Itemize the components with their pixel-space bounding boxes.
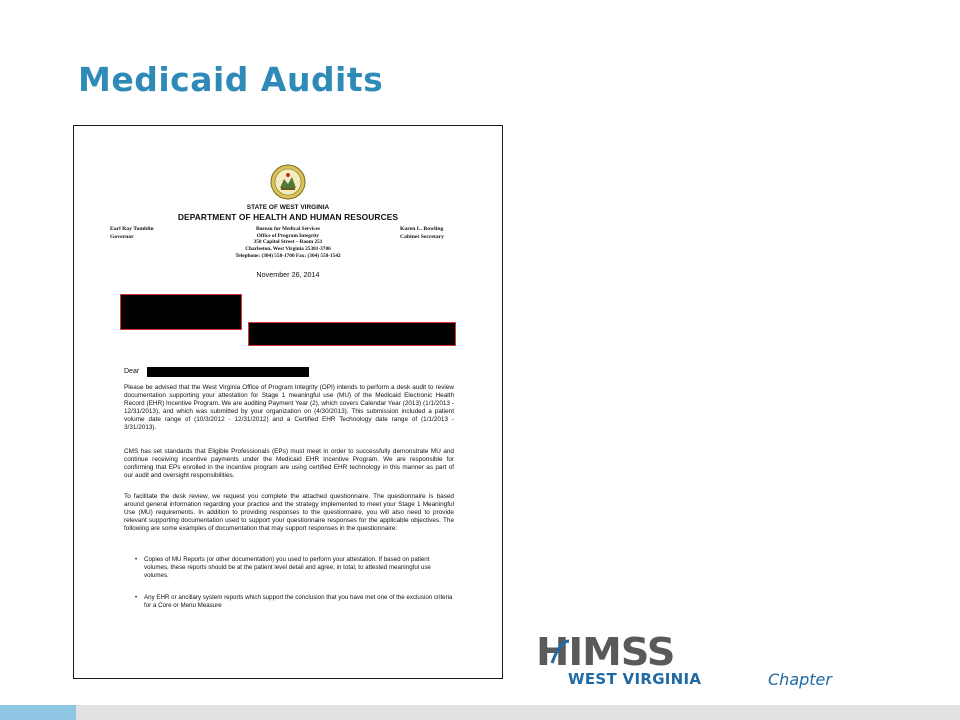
bureau-line: Charleston, West Virginia 25301-3706 [245,246,331,253]
letterhead-state: STATE OF WEST VIRGINIA [246,204,330,211]
letter-paragraph: To facilitate the desk review, we request you complete the attached questionnaire. The questionnaire is based around general information regarding your practice and the strategy implemented to meet your Stage 1 Meaningful Use (MU) requirements. In addition to providing responses to the questionnaire, you will also need to provide relevant supporting documentation used to support your questionnaire responses for the applicable objectives. The following are some examples of documentation that may support responses in the questionnaire: [124,493,454,533]
logo-brand: HIMSS [536,630,675,674]
redacted-recipient-name [147,367,309,377]
logo-suffix: Chapter [768,670,832,689]
slide-title: Medicaid Audits [78,60,384,99]
bullet-text: Any EHR or ancillary system reports which support the conclusion that you have met one of the exclusion criteria for a Core or Menu Measure [144,594,453,610]
bureau-address [184,226,392,260]
governor-title: Governor [110,233,134,240]
secretary-name: Karen L. Bowling [400,226,444,232]
bullet-text: Copies of MU Reports (or other documentation) you used to perform your attestation. If based on patient volumes, these reports should be at the patient level detail and agree, in total, to attested meaningful use volumes. [144,556,431,580]
letter-document [73,125,503,679]
bullet-item [135,556,454,580]
bullet-dot-icon: • [135,595,138,601]
bureau-line: Bureau for Medical Services [255,226,321,232]
bullet-item [135,594,454,610]
redacted-block [120,294,242,330]
salutation: Dear [124,368,140,375]
bureau-line: Office of Program Integrity [256,232,320,239]
footer-accent [0,705,76,720]
letter-date: November 26, 2014 [256,270,320,279]
logo-region: WEST VIRGINIA [568,670,702,688]
letter-paragraph: Please be advised that the West Virginia Office of Program Integrity (OPI) intends to perform a desk audit to review documentation supporting your attestation for Stage 1 meaningful use (MU) of the Medicaid Electronic Health Record (EHR) Incentive Program. We are auditing Payment Year (2), which covers Calendar Year (2013) (1/1/2013 - 12/31/2013), and which was submitted by your organization on (4/30/2013). This submission included a patient volume date range of (10/3/2012 - 12/31/2012) and a Certified EHR Technology date range of (1/1/2013 - 3/31/2013). [124,384,454,432]
state-seal-icon [270,164,306,200]
swoosh-icon [550,639,570,665]
secretary-block [400,226,444,241]
footer-bar [0,705,960,720]
bureau-line: Telephone: (304) 558-1700 Fax: (304) 558-1542 [235,252,341,259]
redacted-block [248,322,456,346]
governor-block [110,226,154,241]
bullet-dot-icon: • [135,557,138,563]
bureau-line: 350 Capitol Street – Room 251 [253,239,323,246]
governor-name: Earl Ray Tomblin [110,226,154,232]
secretary-title: Cabinet Secretary [400,233,444,240]
letter-paragraph: CMS has set standards that Eligible Professionals (EPs) must meet in order to successfully demonstrate MU and continue receiving incentive payments under the Medicaid EHR Incentive Program. We are responsible for confirming that EPs enrolled in the incentive program are using certified EHR technology in this manner as part of our audit and oversight responsibilities. [124,448,454,480]
himss-wv-chapter-logo [536,630,858,689]
letterhead-department: DEPARTMENT OF HEALTH AND HUMAN RESOURCES [177,212,399,222]
